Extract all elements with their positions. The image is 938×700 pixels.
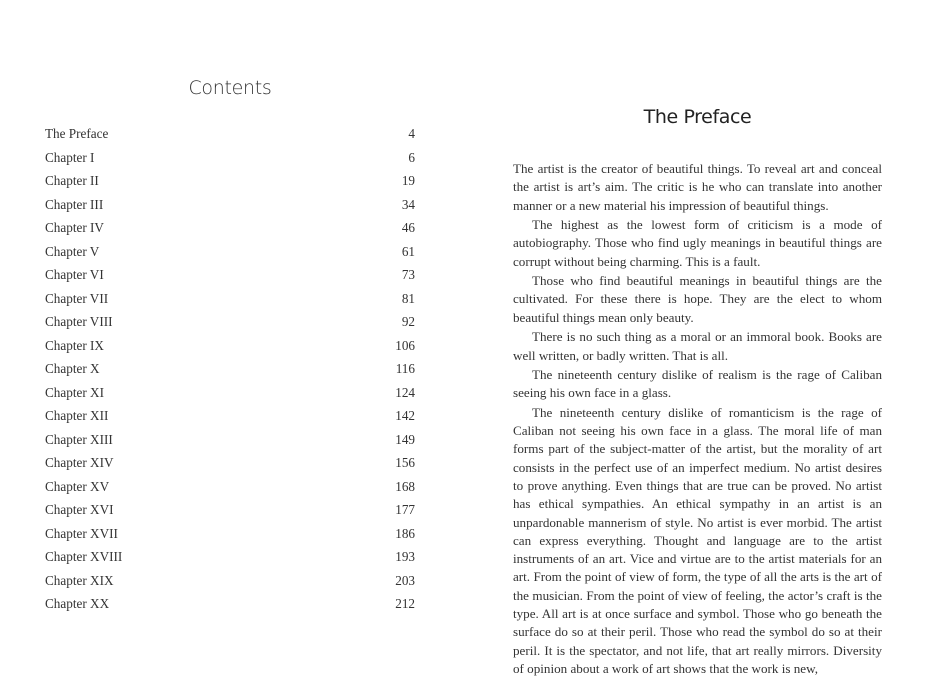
preface-paragraph: The nineteenth century dislike of romanticism is the rage of Caliban not seeing his own face in a glass. The moral life of man forms part of the subject-matter of the artist, but the morality of art consists in the perfect use of an imperfect medium. No artist desires to prove anything. Even things that are true can be proved. No artist has ethical sympathies. An ethical sympathy in an artist is an unpardonable mannerism of style. No artist is ever morbid. The artist can express everything. Thought and language are to the artist instruments of an art. Vice and virtue are to the artist materials for an art. From the point of view of form, the type of all the arts is the art of the musician. From the point of view of feeling, the actor’s craft is the type. All art is at once surface and symbol. Those who go beneath the surface do so at their peril. Those who read the symbol do so at their peril. It is the spectator, and not life, that art really mirrors. Diversity of opinion about a work of art shows that the work is new, [513,404,882,676]
toc-entry-label: Chapter XI [45,384,104,400]
toc-entry-page-number: 73 [401,267,415,282]
toc-entry-label: Chapter IV [45,220,104,235]
toc-entry-page-number: 149 [395,431,415,447]
toc-entry[interactable] [45,242,415,266]
toc-entry[interactable] [45,124,415,148]
toc-entry-page-number: 177 [395,502,415,517]
toc-entry-label: Chapter XIII [45,431,113,447]
toc-entry-label: Chapter XIX [45,572,114,588]
toc-entry-page-number: 4 [408,126,415,141]
toc-entry-label: Chapter III [45,196,104,212]
toc-entry[interactable] [45,289,415,313]
toc-entry[interactable] [45,571,415,595]
toc-entry-page-number: 124 [395,384,415,400]
toc-entry-page-number: 81 [401,290,415,306]
toc-entry[interactable] [45,265,415,289]
toc-entry[interactable] [45,406,415,430]
toc-entry[interactable] [45,500,415,524]
toc-entry-label: Chapter IX [45,337,104,353]
toc-entry[interactable] [45,312,415,336]
toc-entry-page-number: 142 [395,408,415,423]
table-of-contents [45,124,415,618]
toc-entry[interactable] [45,148,415,172]
toc-entry[interactable] [45,336,415,360]
toc-entry[interactable] [45,218,415,242]
toc-entry[interactable] [45,547,415,571]
toc-entry-page-number: 193 [395,549,415,564]
toc-entry-page-number: 106 [395,337,415,353]
toc-entry-label: Chapter XVIII [45,549,123,564]
preface-paragraph: There is no such thing as a moral or an immoral book. Books are well written, or badly written. That is all. [513,329,882,363]
toc-entry-page-number: 203 [395,572,415,588]
toc-entry-page-number: 156 [395,455,415,470]
toc-entry-label: Chapter X [45,361,100,376]
toc-entry-label: Chapter XX [45,596,110,611]
toc-entry[interactable] [45,383,415,407]
toc-entry[interactable] [45,171,415,195]
toc-entry-page-number: 19 [401,173,415,188]
toc-entry-page-number: 6 [408,149,415,165]
toc-entry-page-number: 92 [401,314,415,329]
toc-entry-page-number: 168 [395,478,415,494]
toc-entry-label: Chapter XVII [45,525,118,541]
preface-page [513,0,882,700]
toc-entry[interactable] [45,594,415,618]
preface-paragraph: The artist is the creator of beautiful things. To reveal art and conceal the artist is art’s aim. The critic is he who can translate into another manner or a new material his impression of beautiful things. [513,161,882,213]
contents-title: Contents [188,77,272,99]
toc-entry-label: Chapter XIV [45,455,114,470]
toc-entry[interactable] [45,524,415,548]
toc-entry-label: Chapter VI [45,267,104,282]
preface-paragraph: Those who find beautiful meanings in beautiful things are the cultivated. For these there is hope. They are the elect to whom beautiful things mean only beauty. [513,273,882,325]
toc-entry-label: Chapter XV [45,478,110,494]
toc-entry-label: Chapter VII [45,290,109,306]
toc-entry-label: Chapter XII [45,408,109,423]
toc-entry-label: The Preface [45,126,109,141]
toc-entry-page-number: 116 [395,361,415,376]
preface-paragraph: The nineteenth century dislike of realism is the rage of Caliban seeing his own face in a glass. [513,367,882,401]
preface-title: The Preface [643,106,752,128]
preface-paragraph: The highest as the lowest form of criticism is a mode of autobiography. Those who find ugly meanings in beautiful things are corrupt without being charming. This is a fault. [513,217,882,269]
toc-entry-label: Chapter II [45,173,99,188]
toc-entry-label: Chapter VIII [45,314,113,329]
toc-entry-label: Chapter XVI [45,502,114,517]
toc-entry[interactable] [45,453,415,477]
toc-entry[interactable] [45,359,415,383]
toc-entry-label: Chapter I [45,149,95,165]
toc-entry-page-number: 46 [401,220,415,235]
toc-entry[interactable] [45,477,415,501]
toc-entry[interactable] [45,195,415,219]
toc-entry-page-number: 186 [395,525,415,541]
toc-entry[interactable] [45,430,415,454]
toc-entry-label: Chapter V [45,243,100,259]
toc-entry-page-number: 34 [401,196,415,212]
toc-entry-page-number: 61 [401,243,415,259]
toc-entry-page-number: 212 [395,596,415,611]
preface-body [513,160,882,679]
contents-page [45,0,415,700]
